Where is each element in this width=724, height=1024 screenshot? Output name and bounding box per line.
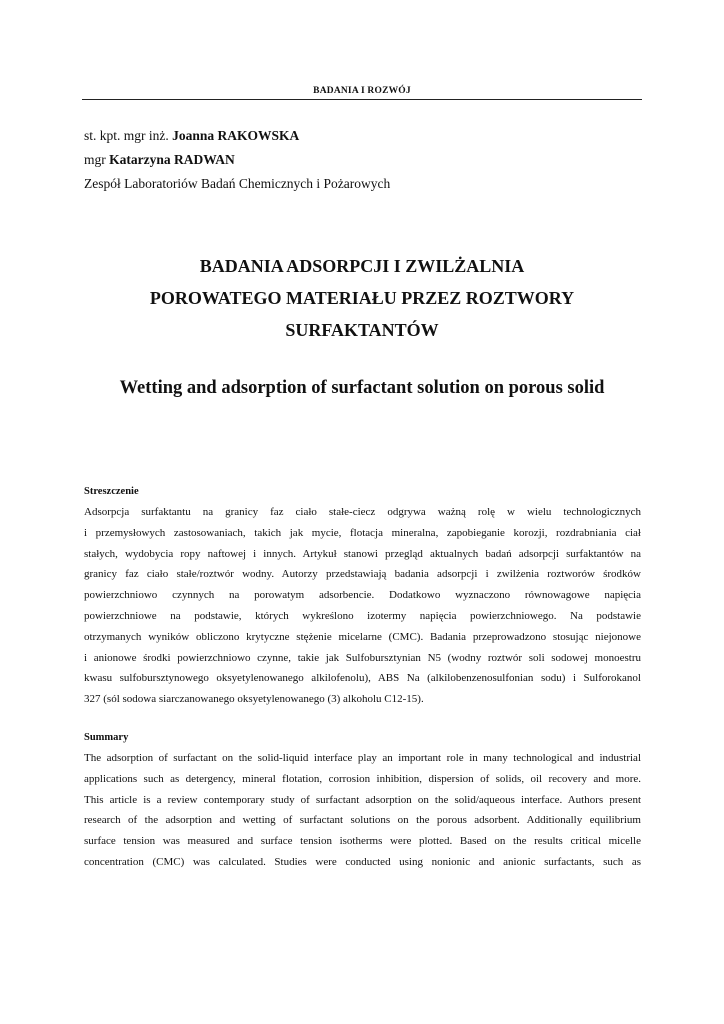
author-2-prefix: mgr [84, 152, 106, 167]
author-block [84, 124, 390, 196]
author-1-prefix: st. kpt. mgr inż. [84, 128, 169, 143]
text-line: surface tension was measured and surface tension isotherms were plotted. Based on the results critical micelle [84, 835, 641, 848]
summary-body [84, 748, 641, 873]
text-line: This article is a review contemporary study of surfactant adsorption on the solid/aqueous interface. Authors present [84, 793, 641, 806]
running-header: BADANIA I ROZWÓJ [313, 86, 411, 96]
text-line: Adsorpcja surfaktantu na granicy faz ciało stałe-ciecz odgrywa ważną rolę w wielu technologicznych [84, 506, 641, 518]
title-english: Wetting and adsorption of surfactant solution on porous solid [119, 378, 605, 398]
text-line: kwasu sulfobursztynowego oksyetylenowanego alkilofenolu), ABS Na (alkilobenzenosulfonian sodu) i Sulforokanol [84, 672, 641, 685]
author-1-name: Joanna RAKOWSKA [172, 128, 300, 143]
author-2 [84, 148, 390, 172]
streszczenie-heading: Streszczenie [84, 486, 139, 497]
summary-heading: Summary [84, 732, 129, 743]
title-polish-line: POROWATEGO MATERIAŁU PRZEZ ROZTWORY [149, 288, 575, 308]
text-line: 327 (sól sodowa siarczanowanego oksyetylenowanego (3) alkoholu C12-15). [84, 693, 424, 706]
text-line: i przemysłowych zastosowaniach, takich jak mycie, flotacja mineralna, zapobieganie korozji, rozdrabniania ciał [84, 526, 641, 539]
text-line: concentration (CMC) was calculated. Studies were conducted using nonionic and anionic surfactants, such as [84, 855, 641, 868]
header-rule [82, 99, 642, 100]
text-line: powierzchniowo czynnych na porowatym adsorbencie. Dodatkowo wyznaczono równowagowe napięcia [84, 589, 641, 602]
text-line: research of the adsorption and wetting of surfactant solutions on the porous adsorbent. Additionally equilibrium [84, 814, 641, 827]
text-line: granicy faz ciało stałe/roztwór wodny. Autorzy przedstawiają badania adsorpcji i zwilżenia roztworów środków [84, 568, 641, 581]
text-line: otrzymanych wyników obliczono krytyczne stężenie micelarne (CMC). Badania przeprowadzono stosując niejonowe [84, 630, 641, 643]
author-1 [84, 124, 390, 148]
affiliation: Zespół Laboratoriów Badań Chemicznych i Pożarowych [84, 176, 391, 191]
text-line: applications such as detergency, mineral flotation, corrosion inhibition, dispersion of solids, oil recovery and more. [84, 772, 641, 785]
title-polish [82, 250, 642, 346]
text-line: i anionowe środki powierzchniowo czynne, takie jak Sulfobursztynian N5 (wodny roztwór soli sodowej monoestru [84, 651, 641, 664]
streszczenie-body [84, 502, 641, 710]
author-2-name: Katarzyna RADWAN [109, 152, 235, 167]
title-polish-line: SURFAKTANTÓW [285, 320, 439, 340]
text-line: The adsorption of surfactant on the solid-liquid interface play an important role in many technological and industrial [84, 752, 641, 764]
title-polish-line: BADANIA ADSORPCJI I ZWILŻALNIA [199, 256, 525, 276]
text-line: powierzchniowe na podstawie, których wykreślono izotermy napięcia powierzchniowego. Na podstawie [84, 609, 641, 622]
text-line: stałych, wydobycia ropy naftowej i innych. Artykuł stanowi przegląd aktualnych badań adsorpcji surfaktantów na [84, 547, 641, 560]
